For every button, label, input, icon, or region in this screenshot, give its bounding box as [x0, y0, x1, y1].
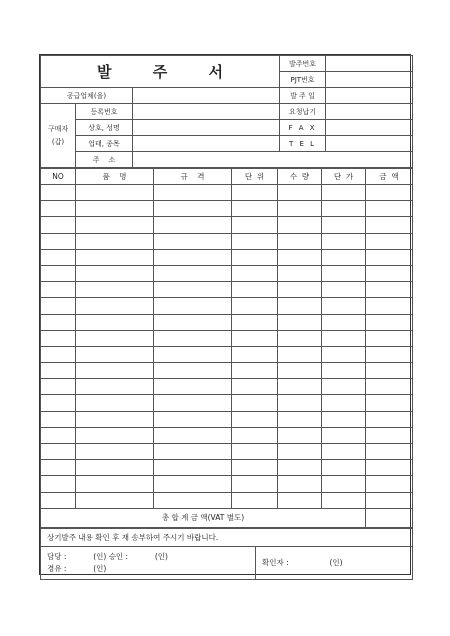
table-row — [41, 314, 413, 330]
manager-seal[interactable]: (인) — [93, 551, 107, 561]
cell-quantity[interactable] — [278, 265, 322, 281]
total-label: 총 합 계 금 액(VAT 별도) — [41, 508, 366, 527]
cell-unit-price[interactable] — [322, 265, 366, 281]
company-name-label: 상호, 성명 — [76, 120, 133, 136]
cell-spec[interactable] — [154, 492, 232, 508]
cell-unit[interactable] — [232, 265, 278, 281]
cell-spec[interactable] — [154, 201, 232, 217]
cell-unit-price[interactable] — [322, 379, 366, 395]
cell-spec[interactable] — [154, 233, 232, 249]
header-row-5 — [41, 120, 413, 136]
header-row-7 — [41, 152, 413, 168]
pjt-number-label: PJT번호 — [280, 72, 326, 88]
cell-amount[interactable] — [366, 249, 413, 265]
cell-item[interactable] — [76, 185, 154, 201]
table-row — [41, 427, 413, 443]
header-row-6 — [41, 136, 413, 152]
cell-item[interactable] — [76, 330, 154, 346]
items-table — [40, 168, 413, 528]
cell-amount[interactable] — [366, 314, 413, 330]
cell-unit-price[interactable] — [322, 298, 366, 314]
cell-item[interactable] — [76, 492, 154, 508]
business-type-label: 업태, 종목 — [76, 136, 133, 152]
table-row — [41, 185, 413, 201]
cell-quantity[interactable] — [278, 395, 322, 411]
order-number-field[interactable] — [326, 56, 413, 72]
fax-label: F A X — [280, 120, 326, 136]
cell-quantity[interactable] — [278, 460, 322, 476]
cell-amount[interactable] — [366, 346, 413, 362]
pjt-number-field[interactable] — [326, 72, 413, 88]
cell-item[interactable] — [76, 379, 154, 395]
table-row — [41, 282, 413, 298]
cell-item[interactable] — [76, 201, 154, 217]
approval-label: 승인 : — [108, 551, 129, 561]
cell-quantity[interactable] — [278, 330, 322, 346]
via-seal[interactable]: (인) — [93, 563, 107, 573]
cell-unit[interactable] — [232, 379, 278, 395]
table-row — [41, 330, 413, 346]
column-header-quantity: 수 량 — [278, 169, 322, 185]
signature-left — [41, 546, 256, 579]
note-row — [41, 528, 413, 546]
cell-item[interactable] — [76, 282, 154, 298]
cell-no[interactable] — [41, 460, 76, 476]
cell-unit-price[interactable] — [322, 314, 366, 330]
cell-quantity[interactable] — [278, 249, 322, 265]
header-row-4 — [41, 104, 413, 120]
supplier-label: 공급업체(을) — [41, 88, 133, 104]
cell-item[interactable] — [76, 395, 154, 411]
buyer-label — [41, 104, 76, 168]
column-header-spec: 규 격 — [154, 169, 232, 185]
cell-no[interactable] — [41, 492, 76, 508]
table-row — [41, 233, 413, 249]
cell-unit[interactable] — [232, 411, 278, 427]
cell-quantity[interactable] — [278, 185, 322, 201]
cell-unit[interactable] — [232, 282, 278, 298]
document-title: 발 주 서 — [41, 56, 280, 88]
fax-field[interactable] — [326, 120, 413, 136]
cell-item[interactable] — [76, 460, 154, 476]
cell-unit[interactable] — [232, 492, 278, 508]
cell-unit-price[interactable] — [322, 444, 366, 460]
due-date-label: 요청납기 — [280, 104, 326, 120]
cell-unit-price[interactable] — [322, 363, 366, 379]
cell-item[interactable] — [76, 233, 154, 249]
cell-item[interactable] — [76, 298, 154, 314]
cell-unit[interactable] — [232, 314, 278, 330]
tel-label: T E L — [280, 136, 326, 152]
table-row — [41, 476, 413, 492]
registration-number-label: 등록번호 — [76, 104, 133, 120]
cell-amount[interactable] — [366, 233, 413, 249]
header-row-1 — [41, 56, 413, 72]
order-number-label: 발주번호 — [280, 56, 326, 72]
cell-no[interactable] — [41, 282, 76, 298]
cell-quantity[interactable] — [278, 492, 322, 508]
address-field[interactable] — [133, 152, 413, 168]
cell-unit-price[interactable] — [322, 411, 366, 427]
cell-unit[interactable] — [232, 346, 278, 362]
cell-unit[interactable] — [232, 217, 278, 233]
cell-spec[interactable] — [154, 460, 232, 476]
column-header-unit-price: 단 가 — [322, 169, 366, 185]
total-amount-field[interactable] — [366, 508, 413, 527]
cell-unit[interactable] — [232, 298, 278, 314]
table-row — [41, 363, 413, 379]
cell-amount[interactable] — [366, 427, 413, 443]
cell-unit-price[interactable] — [322, 249, 366, 265]
table-row — [41, 492, 413, 508]
cell-unit[interactable] — [232, 427, 278, 443]
cell-unit[interactable] — [232, 395, 278, 411]
header-table — [40, 55, 413, 168]
cell-spec[interactable] — [154, 346, 232, 362]
column-header-unit: 단 위 — [232, 169, 278, 185]
cell-unit[interactable] — [232, 185, 278, 201]
table-row — [41, 460, 413, 476]
due-date-field[interactable] — [326, 104, 413, 120]
cell-spec[interactable] — [154, 185, 232, 201]
cell-no[interactable] — [41, 444, 76, 460]
cell-item[interactable] — [76, 217, 154, 233]
column-header-item: 품 명 — [76, 169, 154, 185]
cell-spec[interactable] — [154, 363, 232, 379]
cell-spec[interactable] — [154, 298, 232, 314]
via-line — [47, 563, 255, 575]
cell-unit-price[interactable] — [322, 460, 366, 476]
purchase-order-form — [39, 54, 411, 575]
cell-no[interactable] — [41, 217, 76, 233]
cell-quantity[interactable] — [278, 201, 322, 217]
cell-spec[interactable] — [154, 379, 232, 395]
cell-no[interactable] — [41, 411, 76, 427]
table-row — [41, 379, 413, 395]
table-row — [41, 411, 413, 427]
cell-unit[interactable] — [232, 476, 278, 492]
order-date-label: 발 주 일 — [280, 88, 326, 104]
signature-right — [256, 546, 413, 579]
cell-quantity[interactable] — [278, 233, 322, 249]
cell-quantity[interactable] — [278, 379, 322, 395]
approval-seal[interactable]: (인) — [154, 551, 168, 561]
confirm-label: 확인자 : — [262, 557, 289, 567]
cell-unit-price[interactable] — [322, 346, 366, 362]
table-row — [41, 265, 413, 281]
cell-amount[interactable] — [366, 201, 413, 217]
items-body — [41, 185, 413, 509]
confirm-seal[interactable]: (인) — [329, 557, 343, 567]
cell-unit-price[interactable] — [322, 282, 366, 298]
cell-spec[interactable] — [154, 444, 232, 460]
cell-amount[interactable] — [366, 298, 413, 314]
cell-amount[interactable] — [366, 460, 413, 476]
cell-spec[interactable] — [154, 314, 232, 330]
manager-approval-line — [47, 551, 255, 563]
cell-item[interactable] — [76, 314, 154, 330]
cell-no[interactable] — [41, 395, 76, 411]
table-row — [41, 395, 413, 411]
manager-label: 담당 : — [47, 551, 67, 561]
cell-spec[interactable] — [154, 427, 232, 443]
cell-spec[interactable] — [154, 330, 232, 346]
cell-quantity[interactable] — [278, 427, 322, 443]
cell-item[interactable] — [76, 363, 154, 379]
cell-quantity[interactable] — [278, 476, 322, 492]
cell-unit-price[interactable] — [322, 217, 366, 233]
cell-spec[interactable] — [154, 411, 232, 427]
total-row — [41, 508, 413, 527]
registration-number-field[interactable] — [133, 104, 280, 120]
cell-no[interactable] — [41, 363, 76, 379]
cell-amount[interactable] — [366, 379, 413, 395]
cell-unit[interactable] — [232, 330, 278, 346]
cell-no[interactable] — [41, 314, 76, 330]
cell-no[interactable] — [41, 201, 76, 217]
cell-unit-price[interactable] — [322, 427, 366, 443]
company-name-field[interactable] — [133, 120, 280, 136]
cell-item[interactable] — [76, 444, 154, 460]
cell-amount[interactable] — [366, 411, 413, 427]
cell-spec[interactable] — [154, 265, 232, 281]
cell-amount[interactable] — [366, 217, 413, 233]
cell-no[interactable] — [41, 330, 76, 346]
buyer-label-line1: 구매자 — [47, 124, 69, 133]
header-row-3 — [41, 88, 413, 104]
cell-quantity[interactable] — [278, 282, 322, 298]
cell-unit[interactable] — [232, 233, 278, 249]
cell-quantity[interactable] — [278, 411, 322, 427]
table-row — [41, 201, 413, 217]
cell-amount[interactable] — [366, 476, 413, 492]
cell-amount[interactable] — [366, 444, 413, 460]
cell-unit-price[interactable] — [322, 476, 366, 492]
table-row — [41, 444, 413, 460]
cell-unit[interactable] — [232, 460, 278, 476]
cell-amount[interactable] — [366, 395, 413, 411]
column-header-no: NO — [41, 169, 76, 185]
cell-amount[interactable] — [366, 265, 413, 281]
cell-spec[interactable] — [154, 476, 232, 492]
cell-unit-price[interactable] — [322, 330, 366, 346]
signature-row — [41, 546, 413, 579]
cell-item[interactable] — [76, 249, 154, 265]
cell-quantity[interactable] — [278, 363, 322, 379]
footer-table — [40, 528, 413, 580]
cell-no[interactable] — [41, 185, 76, 201]
cell-quantity[interactable] — [278, 346, 322, 362]
order-date-field[interactable] — [326, 88, 413, 104]
cell-amount[interactable] — [366, 185, 413, 201]
cell-quantity[interactable] — [278, 217, 322, 233]
cell-spec[interactable] — [154, 282, 232, 298]
cell-no[interactable] — [41, 346, 76, 362]
cell-spec[interactable] — [154, 249, 232, 265]
cell-item[interactable] — [76, 476, 154, 492]
business-type-field[interactable] — [133, 136, 280, 152]
cell-no[interactable] — [41, 249, 76, 265]
tel-field[interactable] — [326, 136, 413, 152]
via-label: 경유 : — [47, 563, 67, 573]
cell-no[interactable] — [41, 476, 76, 492]
cell-unit-price[interactable] — [322, 201, 366, 217]
confirmation-note: 상기발주 내용 확인 후 재 송부하여 주시기 바랍니다. — [41, 528, 413, 546]
cell-unit-price[interactable] — [322, 233, 366, 249]
cell-spec[interactable] — [154, 395, 232, 411]
cell-unit[interactable] — [232, 363, 278, 379]
cell-quantity[interactable] — [278, 314, 322, 330]
table-row — [41, 217, 413, 233]
cell-quantity[interactable] — [278, 298, 322, 314]
buyer-label-line2: (갑) — [51, 137, 65, 146]
cell-no[interactable] — [41, 379, 76, 395]
table-row — [41, 298, 413, 314]
cell-amount[interactable] — [366, 363, 413, 379]
cell-no[interactable] — [41, 233, 76, 249]
cell-no[interactable] — [41, 265, 76, 281]
cell-spec[interactable] — [154, 217, 232, 233]
cell-item[interactable] — [76, 346, 154, 362]
supplier-field[interactable] — [133, 88, 280, 104]
cell-unit-price[interactable] — [322, 185, 366, 201]
column-header-amount: 금 액 — [366, 169, 413, 185]
cell-unit-price[interactable] — [322, 395, 366, 411]
items-header-row — [41, 169, 413, 185]
cell-unit[interactable] — [232, 249, 278, 265]
cell-unit[interactable] — [232, 201, 278, 217]
cell-no[interactable] — [41, 427, 76, 443]
cell-unit-price[interactable] — [322, 492, 366, 508]
table-row — [41, 249, 413, 265]
table-row — [41, 346, 413, 362]
cell-item[interactable] — [76, 411, 154, 427]
cell-unit[interactable] — [232, 444, 278, 460]
address-label: 주 소 — [76, 152, 133, 168]
cell-amount[interactable] — [366, 492, 413, 508]
cell-item[interactable] — [76, 427, 154, 443]
cell-quantity[interactable] — [278, 444, 322, 460]
cell-amount[interactable] — [366, 282, 413, 298]
cell-no[interactable] — [41, 298, 76, 314]
cell-amount[interactable] — [366, 330, 413, 346]
cell-item[interactable] — [76, 265, 154, 281]
